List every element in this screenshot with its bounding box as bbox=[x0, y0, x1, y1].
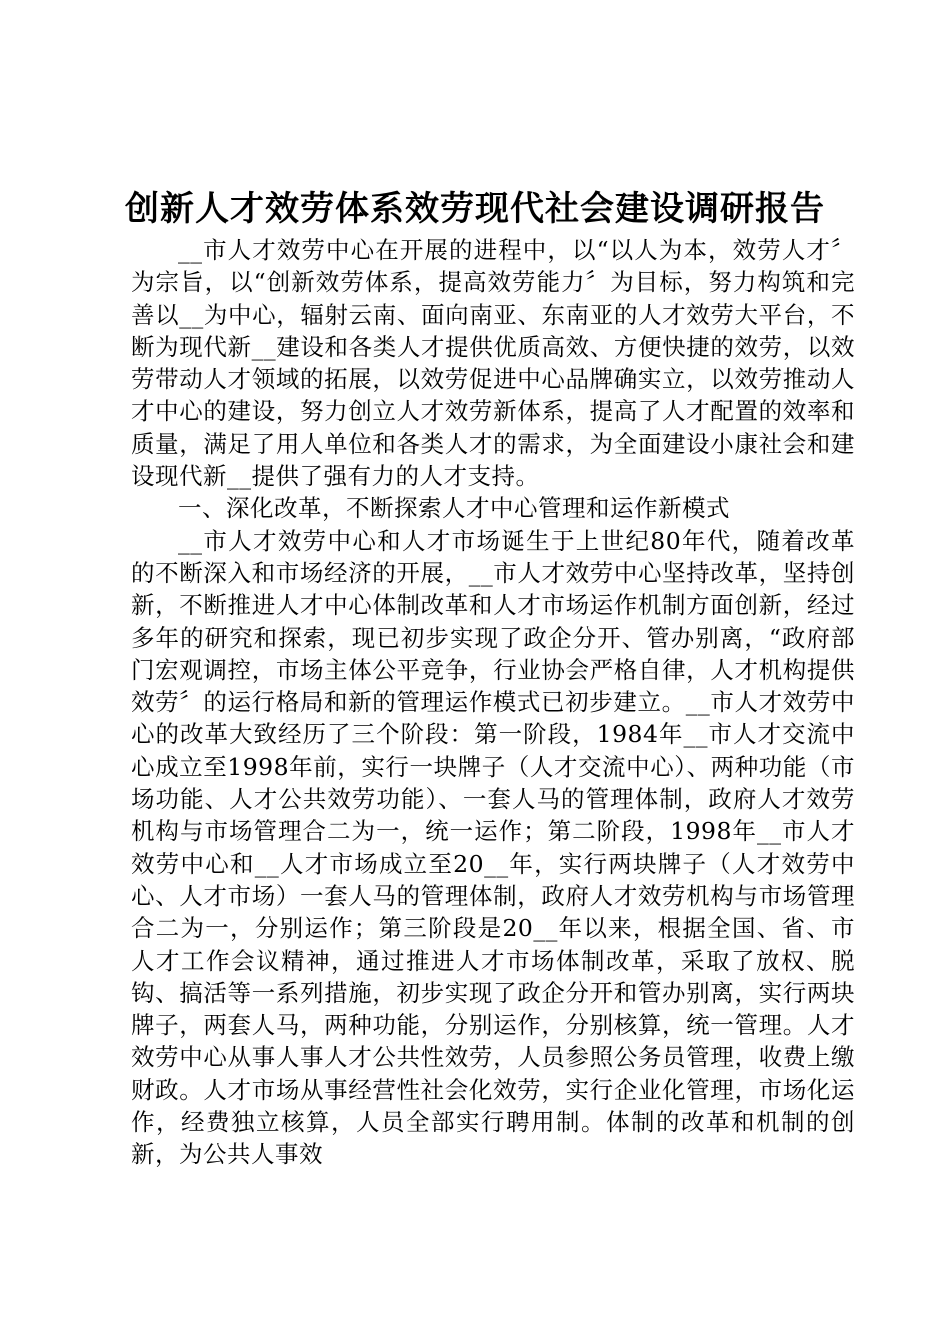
document-title: 创新人才效劳体系效劳现代社会建设调研报告 bbox=[125, 189, 825, 229]
section-heading: 一、深化改革，不断探索人才中心管理和运作新模式 bbox=[178, 494, 730, 523]
document-body bbox=[131, 234, 855, 1171]
section-paragraph: __市人才效劳中心和人才市场诞生于上世纪80年代，随着改革的不断深入和市场经济的开展，__市人才效劳中心坚持改革，坚持创新，不断推进人才中心体制改革和人才市场运作机制方面创新，经过多年的研究和探索，现已初步实现了政企分开、管办别离，“政府部门宏观调控，市场主体公平竞争，行业协会严格自律，人才机构提供效劳〞的运行格局和新的管理运作模式已初步建立。__市人才效劳中心的改革大致经历了三个阶段：第一阶段，1984年__市人才交流中心成立至1998年前，实行一块牌子（人才交流中心）、两种功能（市场功能、人才公共效劳功能）、一套人马的管理体制，政府人才效劳机构与市场管理合二为一，统一运作；第二阶段，1998年__市人才效劳中心和__人才市场成立至20__年，实行两块牌子（人才效劳中心、人才市场）一套人马的管理体制，政府人才效劳机构与市场管理合二为一，分别运作；第三阶段是20__年以来，根据全国、省、市人才工作会议精神，通过推进人才市场体制改革，采取了放权、脱钩、搞活等一系列措施，初步实现了政企分开和管办别离，实行两块牌子，两套人马，两种功能，分别运作，分别核算，统一管理。人才效劳中心从事人事人才公共性效劳，人员参照公务员管理，收费上缴财政。人才市场从事经营性社会化效劳，实行企业化管理，市场化运作，经费独立核算，人员全部实行聘用制。体制的改革和机制的创新，为公共人事效 bbox=[131, 526, 855, 1169]
intro-paragraph: __市人才效劳中心在开展的进程中，以“以人为本，效劳人才〞为宗旨，以“创新效劳体系，提高效劳能力〞为目标，努力构筑和完善以__为中心，辐射云南、面向南亚、东南亚的人才效劳大平台，不断为现代新__建设和各类人才提供优质高效、方便快捷的效劳，以效劳带动人才领域的拓展，以效劳促进中心品牌确实立，以效劳推动人才中心的建设，努力创立人才效劳新体系，提高了人才配置的效率和质量，满足了用人单位和各类人才的需求，为全面建设小康社会和建设现代新__提供了强有力的人才支持。 bbox=[131, 236, 855, 491]
